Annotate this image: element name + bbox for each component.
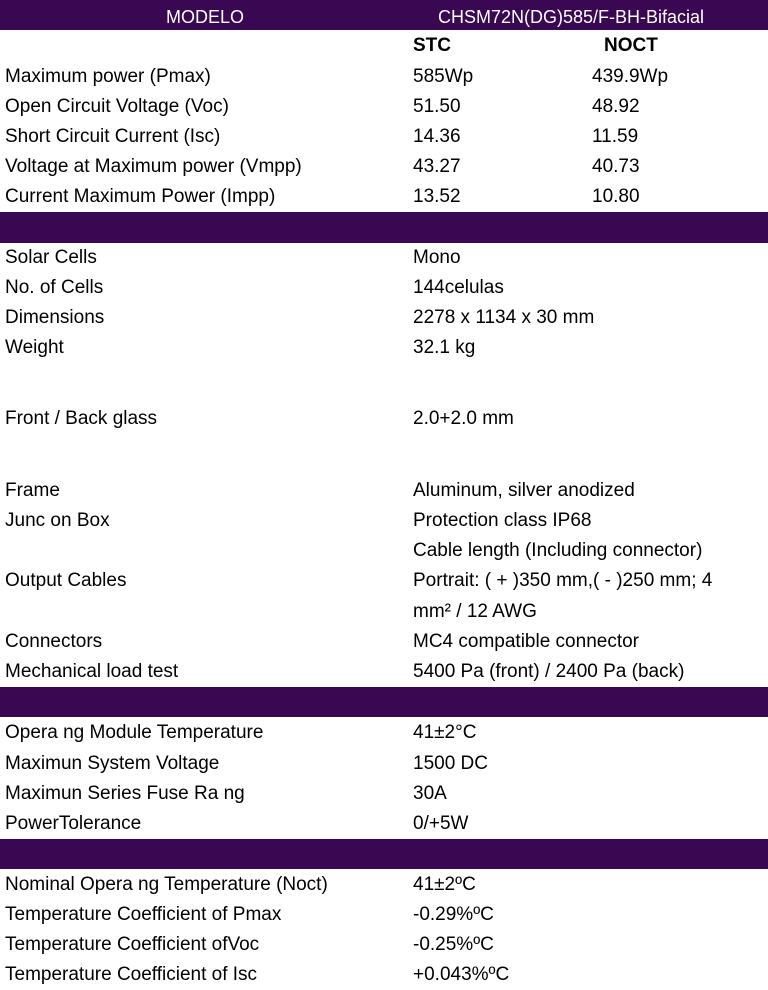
junction-box-label: Junc on Box — [5, 510, 110, 531]
row-label: Voltage at Maximum power (Vmpp) — [5, 156, 302, 177]
row-label: Temperature Coefficient of Pmax — [5, 904, 282, 925]
output-cables-label: Output Cables — [5, 570, 127, 591]
col-header-noct: NOCT — [604, 35, 658, 56]
solar-cells-value: Mono — [413, 247, 461, 268]
row-value: 0/+5W — [413, 813, 469, 834]
section-divider-bar — [0, 212, 768, 243]
row-value: -0.25%ºC — [413, 934, 494, 955]
row-noct-value: 40.73 — [592, 156, 640, 177]
connectors-value: MC4 compatible connector — [413, 631, 639, 652]
row-value: 41±2°C — [413, 722, 477, 743]
row-label: Maximum power (Pmax) — [5, 66, 211, 87]
cable-length-value: Cable length (Including connector) — [413, 540, 703, 561]
row-stc-value: 43.27 — [413, 156, 461, 177]
row-stc-value: 585Wp — [413, 66, 474, 87]
row-value: 41±2ºC — [413, 874, 476, 895]
row-label: Open Circuit Voltage (Voc) — [5, 96, 229, 117]
glass-label: Front / Back glass — [5, 408, 158, 429]
row-label: Short Circuit Current (Isc) — [5, 126, 221, 147]
junction-box-value: Protection class IP68 — [413, 510, 592, 531]
solar-cells-label: Solar Cells — [5, 247, 97, 268]
load-test-value: 5400 Pa (front) / 2400 Pa (back) — [413, 661, 685, 682]
row-label: Opera ng Module Temperature — [5, 722, 264, 743]
row-noct-value: 439.9Wp — [592, 66, 669, 87]
row-stc-value: 13.52 — [413, 186, 461, 207]
dimensions-value: 2278 x 1134 x 30 mm — [413, 307, 595, 328]
row-stc-value: 14.36 — [413, 126, 461, 147]
model-header-bar — [0, 0, 768, 30]
row-label: Current Maximum Power (Impp) — [5, 186, 276, 207]
model-name: CHSM72N(DG)585/F-BH-Bifacial — [438, 7, 705, 27]
col-header-stc: STC — [413, 35, 451, 56]
num-cells-value: 144celulas — [413, 277, 504, 298]
dimensions-label: Dimensions — [5, 307, 105, 328]
row-value: 1500 DC — [413, 753, 488, 774]
modelo-label: MODELO — [166, 7, 245, 27]
row-label: PowerTolerance — [5, 813, 142, 834]
section-divider-bar — [0, 839, 768, 869]
num-cells-label: No. of Cells — [5, 277, 104, 298]
frame-label: Frame — [5, 480, 60, 501]
row-noct-value: 11.59 — [592, 126, 639, 147]
row-noct-value: 10.80 — [592, 186, 640, 207]
section-divider-bar — [0, 687, 768, 717]
row-value: -0.29%ºC — [413, 904, 494, 925]
output-cables-value-line2: mm² / 12 AWG — [413, 601, 537, 622]
row-label: Temperature Coefficient ofVoc — [5, 934, 260, 955]
output-cables-value: Portrait: ( + )350 mm,( - )250 mm; 4 — [413, 570, 713, 591]
row-label: Maximun Series Fuse Ra ng — [5, 783, 245, 804]
row-label: Temperature Coefficient of Isc — [5, 964, 258, 985]
row-stc-value: 51.50 — [413, 96, 461, 117]
row-label: Nominal Opera ng Temperature (Noct) — [5, 874, 328, 895]
weight-value: 32.1 kg — [413, 337, 476, 358]
row-value: 30A — [413, 783, 447, 804]
connectors-label: Connectors — [5, 631, 103, 652]
row-noct-value: 48.92 — [592, 96, 640, 117]
row-label: Maximun System Voltage — [5, 753, 220, 774]
load-test-label: Mechanical load test — [5, 661, 179, 682]
glass-value: 2.0+2.0 mm — [413, 408, 514, 429]
frame-value: Aluminum, silver anodized — [413, 480, 635, 501]
row-value: +0.043%ºC — [413, 964, 510, 985]
weight-label: Weight — [5, 337, 64, 358]
